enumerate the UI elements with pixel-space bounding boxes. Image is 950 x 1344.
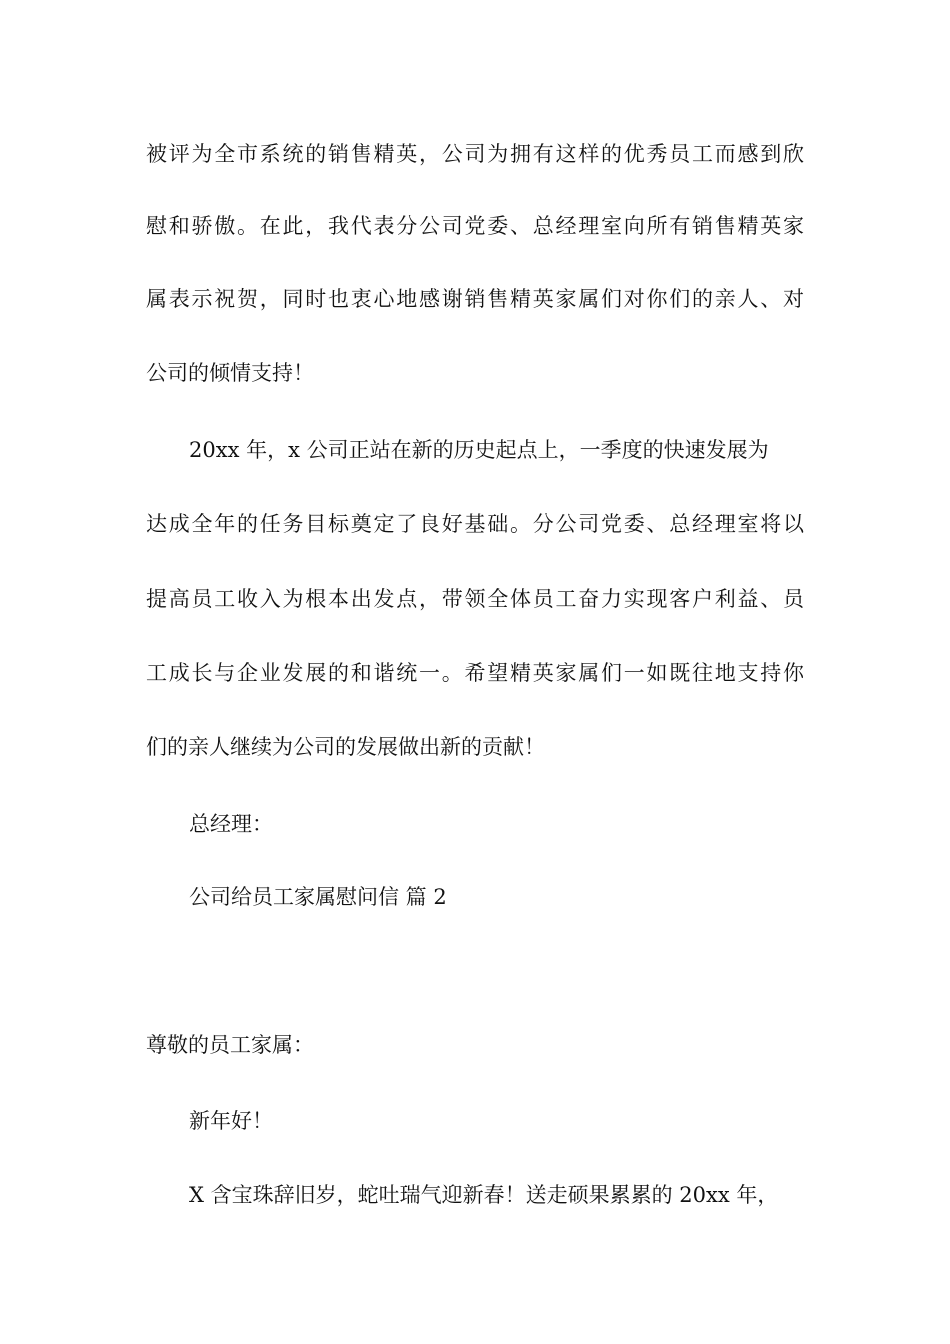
paragraph-3-line-1: X 含宝珠辞旧岁，蛇吐瑞气迎新春！送走硕果累累的 20xx 年， xyxy=(189,1183,779,1207)
salutation: 尊敬的员工家属： xyxy=(146,1033,314,1057)
greeting: 新年好！ xyxy=(189,1109,273,1133)
paragraph-1-line-2: 慰和骄傲。在此，我代表分公司党委、总经理室向所有销售精英家 xyxy=(146,214,804,238)
paragraph-1-line-1: 被评为全市系统的销售精英，公司为拥有这样的优秀员工而感到欣 xyxy=(146,142,804,166)
paragraph-2-line-2: 达成全年的任务目标奠定了良好基础。分公司党委、总经理室将以 xyxy=(146,512,804,536)
signature: 总经理： xyxy=(189,812,273,836)
paragraph-2-line-3: 提高员工收入为根本出发点，带领全体员工奋力实现客户利益、员 xyxy=(146,587,804,611)
paragraph-1-line-4: 公司的倾情支持！ xyxy=(146,361,314,385)
section-title: 公司给员工家属慰问信 篇 2 xyxy=(189,885,447,909)
paragraph-2-line-1: 20xx 年，x 公司正站在新的历史起点上，一季度的快速发展为 xyxy=(189,438,769,462)
paragraph-1-line-3: 属表示祝贺，同时也衷心地感谢销售精英家属们对你们的亲人、对 xyxy=(146,287,804,311)
paragraph-2-line-4: 工成长与企业发展的和谐统一。希望精英家属们一如既往地支持你 xyxy=(146,661,804,685)
paragraph-2-line-5: 们的亲人继续为公司的发展做出新的贡献！ xyxy=(146,735,545,759)
